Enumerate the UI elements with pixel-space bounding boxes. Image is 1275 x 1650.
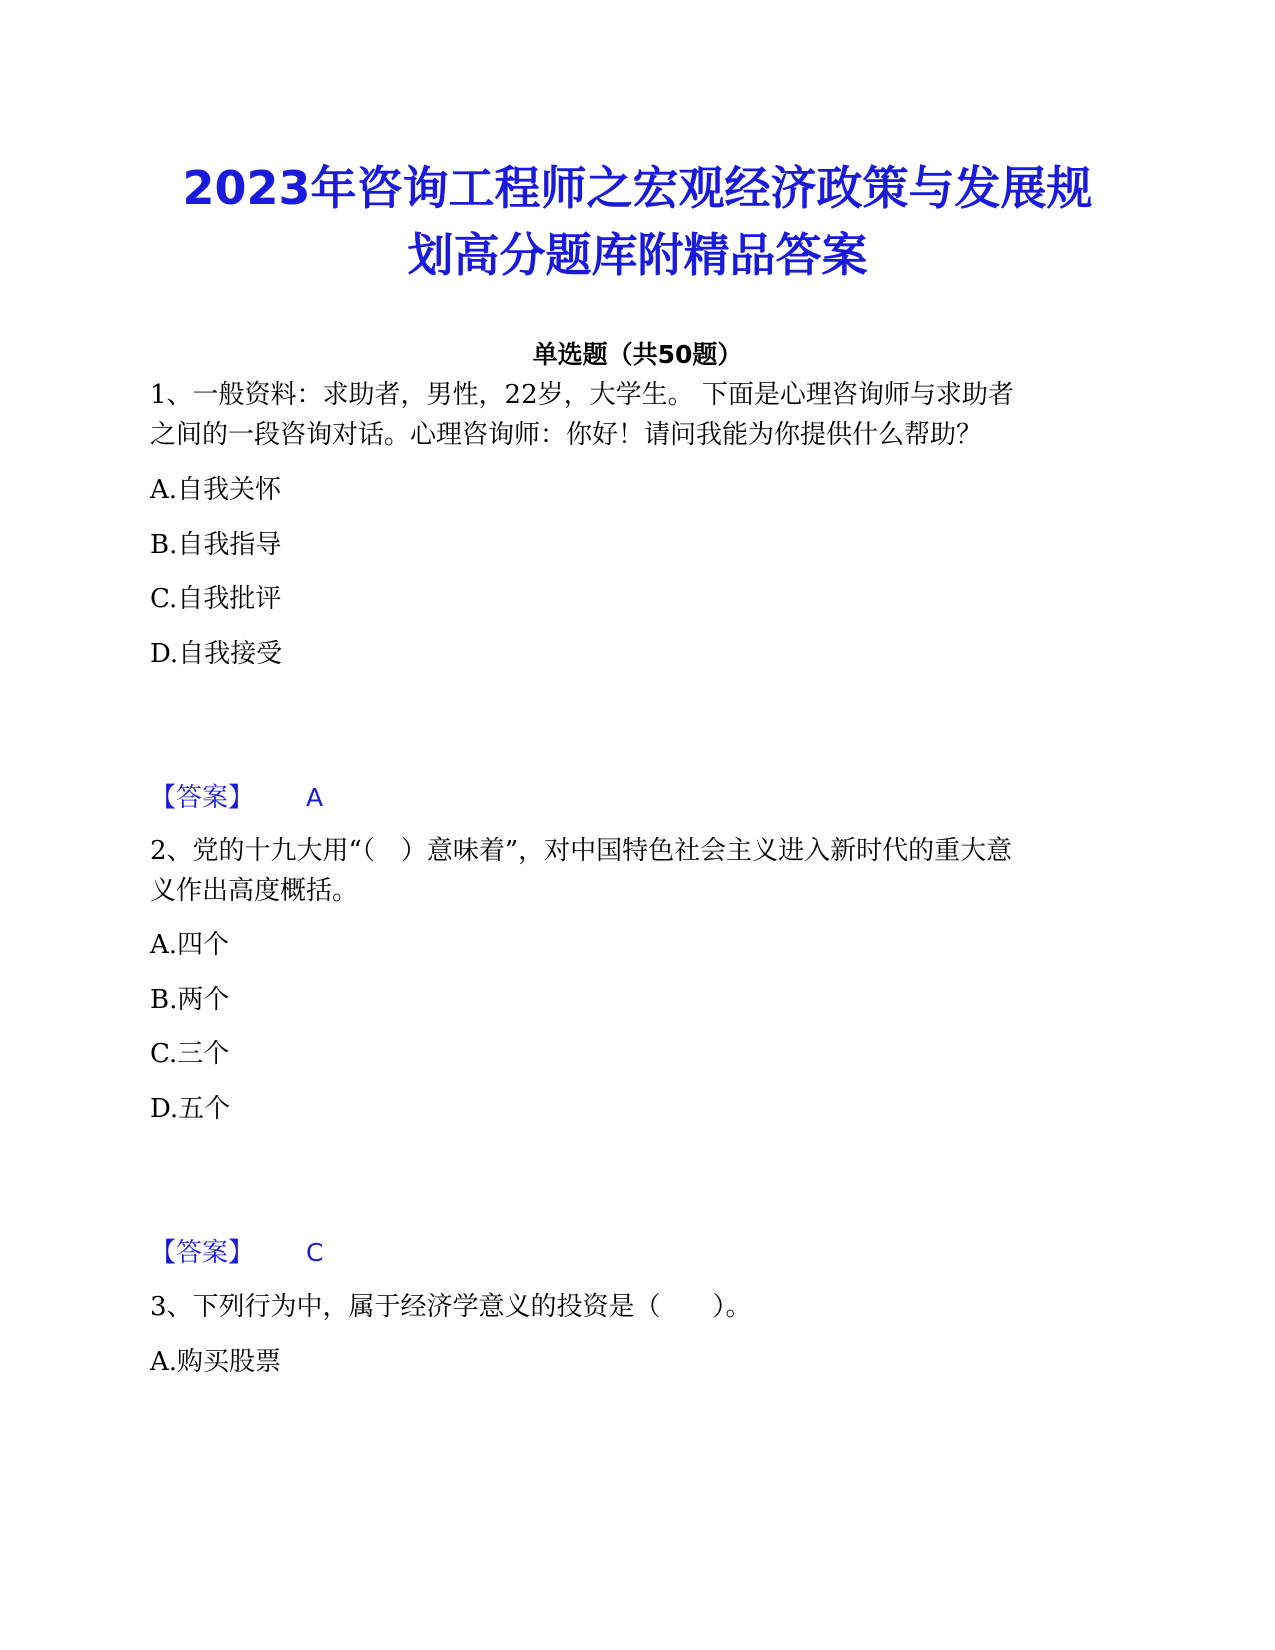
- answer-label: 【答案】: [150, 783, 255, 813]
- question-1-option-c: C.自我批评: [150, 584, 282, 614]
- question-1-option-d: D.自我接受: [150, 639, 283, 669]
- question-2-option-d: D.五个: [150, 1094, 231, 1124]
- question-3-stem-line-1: 3、下列行为中，属于经济学意义的投资是（ ）。: [150, 1292, 752, 1322]
- question-1-option-a: A.自我关怀: [150, 475, 282, 505]
- question-2-stem-line-1: 2、党的十九大用“（ ）意味着”，对中国特色社会主义进入新时代的重大意: [150, 836, 1013, 866]
- question-1-stem-line-1: 1、一般资料：求助者，男性，22岁，大学生。 下面是心理咨询师与求助者: [150, 380, 1014, 410]
- question-3-option-a: A.购买股票: [150, 1347, 282, 1377]
- section-heading: 单选题（共50题）: [532, 340, 743, 369]
- answer-label: 【答案】: [150, 1238, 255, 1268]
- answer-value: C: [306, 1238, 324, 1267]
- question-2-option-c: C.三个: [150, 1039, 230, 1069]
- answer-value: A: [306, 783, 324, 812]
- document-title-line-2: 划高分题库附精品答案: [407, 228, 868, 282]
- question-2-option-b: B.两个: [150, 985, 230, 1015]
- question-2-answer: [150, 1238, 323, 1268]
- document-title-line-1: 2023年咨询工程师之宏观经济政策与发展规: [182, 161, 1093, 215]
- question-2-stem-line-2: 义作出高度概括。: [150, 876, 359, 906]
- question-1-stem-line-2: 之间的一段咨询对话。心理咨询师：你好！请问我能为你提供什么帮助？: [150, 420, 983, 450]
- question-1-option-b: B.自我指导: [150, 530, 282, 560]
- question-2-option-a: A.四个: [150, 930, 230, 960]
- question-1-answer: [150, 783, 323, 813]
